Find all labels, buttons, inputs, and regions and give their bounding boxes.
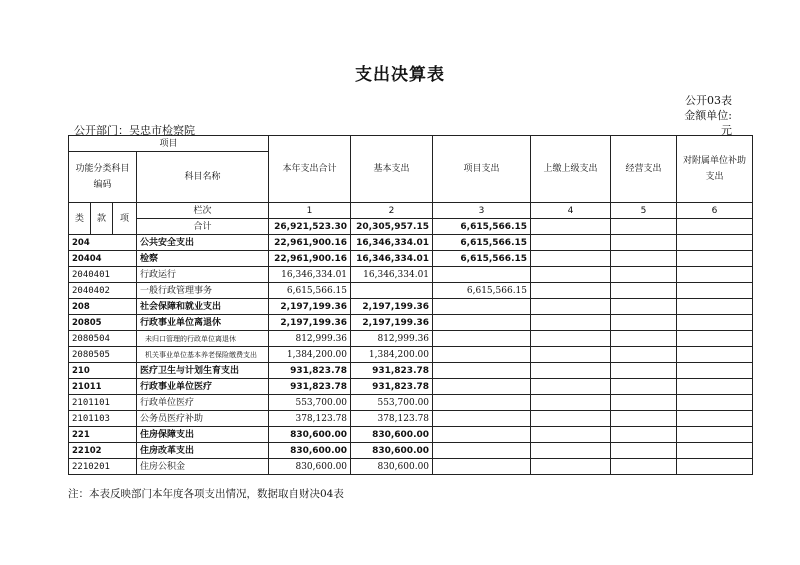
header-col-total: 本年支出合计 [269, 136, 351, 203]
row-code: 2080505 [69, 347, 137, 363]
table-row [69, 363, 753, 379]
row-operate [611, 427, 677, 443]
footnote: 注：本表反映部门本年度各项支出情况，数据取自财决04表 [68, 488, 344, 500]
row-operate [611, 235, 677, 251]
header-lanci: 栏次 [137, 203, 269, 219]
department-label: 公开部门：吴忠市检察院 [74, 124, 195, 137]
header-col-project: 项目支出 [433, 136, 531, 203]
header-col-basic: 基本支出 [351, 136, 433, 203]
row-code: 2080504 [69, 331, 137, 347]
row-operate [611, 299, 677, 315]
header-num-6: 6 [677, 203, 753, 219]
row-code: 20404 [69, 251, 137, 267]
header-subject-name: 科目名称 [137, 152, 269, 203]
expenditure-table [68, 135, 753, 475]
row-code: 208 [69, 299, 137, 315]
row-sub [677, 331, 753, 347]
row-subject-name: 一般行政管理事务 [137, 283, 269, 299]
row-operate [611, 267, 677, 283]
row-sub [677, 235, 753, 251]
row-subject-name: 行政单位医疗 [137, 395, 269, 411]
row-total: 16,346,334.01 [269, 267, 351, 283]
form-number: 公开03表 [685, 94, 732, 107]
row-subject-name: 住房保障支出 [137, 427, 269, 443]
header-item: 项目 [69, 136, 269, 152]
row-code: 2101103 [69, 411, 137, 427]
row-basic: 16,346,334.01 [351, 251, 433, 267]
row-upper [531, 347, 611, 363]
row-operate [611, 331, 677, 347]
row-operate [611, 251, 677, 267]
row-upper [531, 299, 611, 315]
row-project [433, 331, 531, 347]
row-code: 2040402 [69, 283, 137, 299]
table-row [69, 459, 753, 475]
row-total: 1,384,200.00 [269, 347, 351, 363]
row-upper [531, 459, 611, 475]
row-upper [531, 379, 611, 395]
row-basic: 378,123.78 [351, 411, 433, 427]
row-code: 22102 [69, 443, 137, 459]
row-upper [531, 251, 611, 267]
row-operate [611, 411, 677, 427]
row-basic [351, 283, 433, 299]
row-upper [531, 427, 611, 443]
total-col-6 [677, 219, 753, 235]
row-project: 6,615,566.15 [433, 283, 531, 299]
header-num-2: 2 [351, 203, 433, 219]
header-num-4: 4 [531, 203, 611, 219]
row-operate [611, 347, 677, 363]
row-sub [677, 379, 753, 395]
row-upper [531, 235, 611, 251]
row-total: 830,600.00 [269, 459, 351, 475]
row-total: 22,961,900.16 [269, 251, 351, 267]
table-row [69, 235, 753, 251]
row-subject-name: 公共安全支出 [137, 235, 269, 251]
row-total: 6,615,566.15 [269, 283, 351, 299]
row-total: 830,600.00 [269, 443, 351, 459]
row-upper [531, 283, 611, 299]
row-project [433, 299, 531, 315]
row-upper [531, 443, 611, 459]
row-subject-name: 医疗卫生与计划生育支出 [137, 363, 269, 379]
row-basic: 931,823.78 [351, 363, 433, 379]
total-col-2: 20,305,957.15 [351, 219, 433, 235]
table-row [69, 283, 753, 299]
row-total: 812,999.36 [269, 331, 351, 347]
table-row [69, 347, 753, 363]
header-num-3: 3 [433, 203, 531, 219]
row-project [433, 395, 531, 411]
total-col-3: 6,615,566.15 [433, 219, 531, 235]
header-xiang: 项 [113, 203, 137, 235]
row-code: 2101101 [69, 395, 137, 411]
row-operate [611, 363, 677, 379]
row-total: 2,197,199.36 [269, 299, 351, 315]
row-sub [677, 251, 753, 267]
row-upper [531, 411, 611, 427]
row-upper [531, 267, 611, 283]
row-sub [677, 459, 753, 475]
row-subject-name: 行政运行 [137, 267, 269, 283]
table-row [69, 427, 753, 443]
header-code-group: 功能分类科目编码 [69, 152, 137, 203]
table-row [69, 443, 753, 459]
row-basic: 553,700.00 [351, 395, 433, 411]
row-code: 221 [69, 427, 137, 443]
row-code: 21011 [69, 379, 137, 395]
total-col-1: 26,921,523.30 [269, 219, 351, 235]
table-row [69, 267, 753, 283]
row-project: 6,615,566.15 [433, 235, 531, 251]
row-upper [531, 315, 611, 331]
row-subject-name: 公务员医疗补助 [137, 411, 269, 427]
header-col-operate: 经营支出 [611, 136, 677, 203]
row-basic: 2,197,199.36 [351, 299, 433, 315]
row-code: 2040401 [69, 267, 137, 283]
row-basic: 812,999.36 [351, 331, 433, 347]
unit-value: 元 [721, 124, 732, 137]
row-sub [677, 443, 753, 459]
row-subject-name: 行政事业单位离退休 [137, 315, 269, 331]
row-project [433, 443, 531, 459]
row-sub [677, 427, 753, 443]
header-lei: 类 [69, 203, 91, 235]
row-total: 931,823.78 [269, 379, 351, 395]
row-operate [611, 379, 677, 395]
row-sub [677, 267, 753, 283]
header-kuan: 款 [91, 203, 113, 235]
table-row [69, 331, 753, 347]
total-col-5 [611, 219, 677, 235]
row-project [433, 315, 531, 331]
row-sub [677, 299, 753, 315]
unit-label: 金额单位: [684, 109, 732, 122]
row-sub [677, 363, 753, 379]
row-upper [531, 395, 611, 411]
row-sub [677, 395, 753, 411]
row-code: 210 [69, 363, 137, 379]
header-col-sub: 对附属单位补助支出 [677, 136, 753, 203]
header-col-upper: 上缴上级支出 [531, 136, 611, 203]
table-row [69, 395, 753, 411]
row-sub [677, 347, 753, 363]
row-project [433, 427, 531, 443]
table-row [69, 379, 753, 395]
row-basic: 2,197,199.36 [351, 315, 433, 331]
row-project [433, 267, 531, 283]
row-subject-name: 住房公积金 [137, 459, 269, 475]
row-total: 830,600.00 [269, 427, 351, 443]
row-project [433, 459, 531, 475]
row-subject-name: 机关事业单位基本养老保险缴费支出 [137, 347, 269, 363]
header-num-5: 5 [611, 203, 677, 219]
page-title: 支出决算表 [355, 65, 445, 85]
row-total: 931,823.78 [269, 363, 351, 379]
row-operate [611, 283, 677, 299]
row-sub [677, 283, 753, 299]
row-total: 2,197,199.36 [269, 315, 351, 331]
row-operate [611, 315, 677, 331]
row-project [433, 379, 531, 395]
row-operate [611, 443, 677, 459]
row-code: 2210201 [69, 459, 137, 475]
row-subject-name: 检察 [137, 251, 269, 267]
row-upper [531, 363, 611, 379]
row-sub [677, 315, 753, 331]
row-basic: 931,823.78 [351, 379, 433, 395]
row-subject-name: 社会保障和就业支出 [137, 299, 269, 315]
row-project [433, 347, 531, 363]
table-row [69, 299, 753, 315]
row-project: 6,615,566.15 [433, 251, 531, 267]
row-code: 20805 [69, 315, 137, 331]
row-basic: 16,346,334.01 [351, 267, 433, 283]
row-operate [611, 395, 677, 411]
row-operate [611, 459, 677, 475]
row-project [433, 363, 531, 379]
row-subject-name: 行政事业单位医疗 [137, 379, 269, 395]
row-subject-name: 住房改革支出 [137, 443, 269, 459]
header-num-1: 1 [269, 203, 351, 219]
row-basic: 830,600.00 [351, 427, 433, 443]
row-basic: 16,346,334.01 [351, 235, 433, 251]
total-col-4 [531, 219, 611, 235]
table-row [69, 411, 753, 427]
row-upper [531, 331, 611, 347]
total-label: 合计 [137, 219, 269, 235]
row-code: 204 [69, 235, 137, 251]
table-row [69, 315, 753, 331]
row-basic: 830,600.00 [351, 459, 433, 475]
row-sub [677, 411, 753, 427]
row-project [433, 411, 531, 427]
row-total: 22,961,900.16 [269, 235, 351, 251]
row-subject-name: 未归口管理的行政单位离退休 [137, 331, 269, 347]
row-total: 378,123.78 [269, 411, 351, 427]
row-basic: 830,600.00 [351, 443, 433, 459]
row-total: 553,700.00 [269, 395, 351, 411]
row-basic: 1,384,200.00 [351, 347, 433, 363]
table-row [69, 251, 753, 267]
